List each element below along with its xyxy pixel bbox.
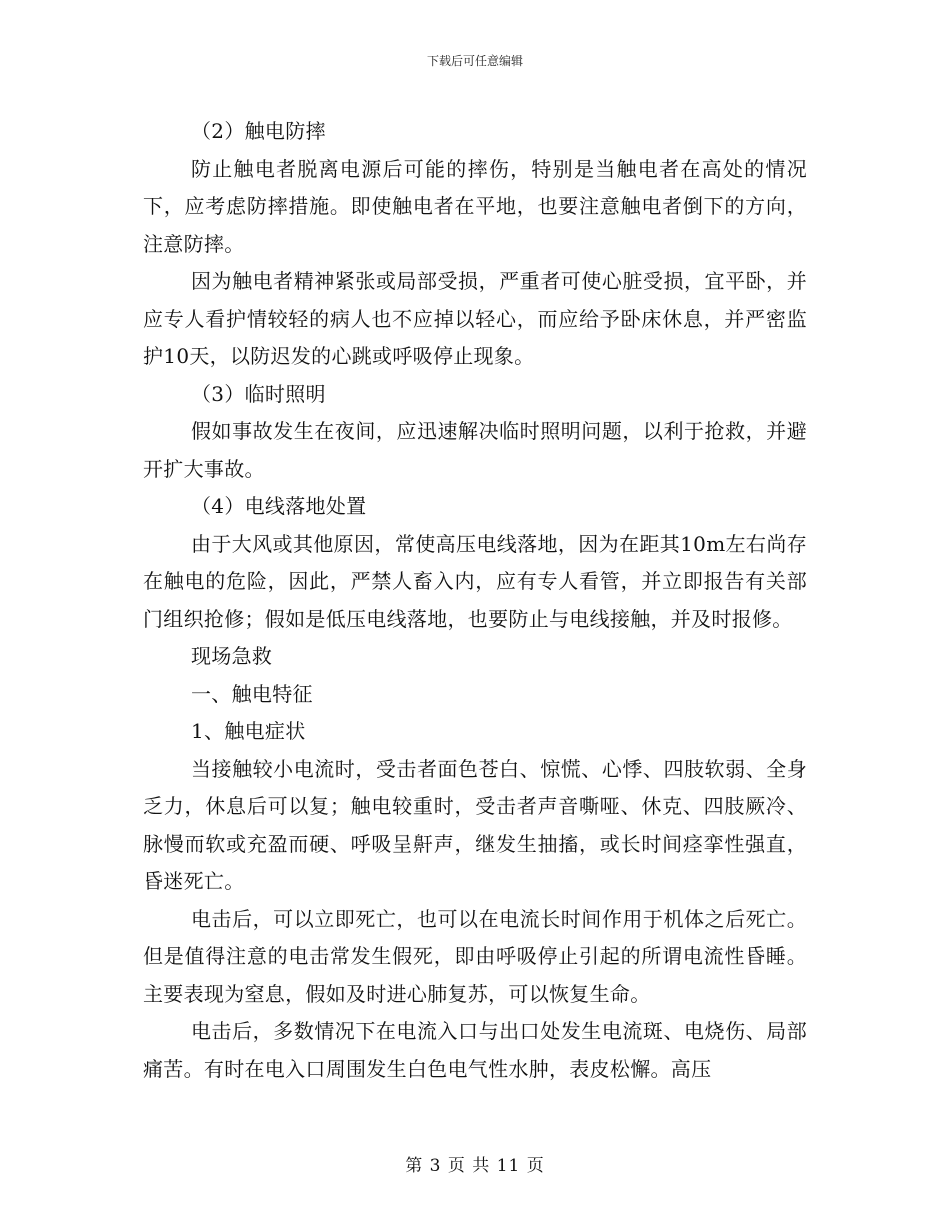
subheading-anti-fall: （2）触电防摔	[191, 119, 326, 143]
document-body	[143, 113, 807, 1088]
paragraph-anti-fall: 防止触电者脱离电源后可能的摔伤，特别是当触电者在高处的情况下，应考虑防摔措施。即使触电者在平地，也要注意触电者倒下的方向，注意防摔。	[143, 156, 807, 256]
subheading-symptoms: 1、触电症状	[191, 719, 306, 743]
paragraph-temporary-lighting: 假如事故发生在夜间，应迅速解决临时照明问题，以利于抢救，并避开扩大事故。	[143, 419, 807, 481]
section-heading-features: 一、触电特征	[191, 681, 313, 706]
subheading-wire-handling: （4）电线落地处置	[191, 494, 367, 518]
paragraph-wire-handling: 由于大风或其他原因，常使高压电线落地，因为在距其10m左右尚存在触电的危险，因此，严禁人畜入内，应有专人看管，并立即报告有关部门组织抢修；假如是低压电线落地，也要防止与电线接触，并及时报修。	[143, 531, 807, 631]
subheading-temporary-lighting: （3）临时照明	[191, 381, 326, 406]
paragraph-symptoms: 当接触较小电流时，受击者面色苍白、惊慌、心悸、四肢软弱、全身乏力，休息后可以复；触电较重时，受击者声音嘶哑、休克、四肢厥冷、脉慢而软或充盈而硬、呼吸呈鼾声，继发生抽搐，或长时间痉挛性强直，昏迷死亡。	[143, 756, 807, 893]
paragraph-after-shock-burns: 电击后，多数情况下在电流入口与出口处发生电流斑、电烧伤、局部痛苦。有时在电入口周围发生白色电气性水肿，表皮松懈。高压	[143, 1019, 807, 1081]
paragraph-after-shock-death: 电击后，可以立即死亡，也可以在电流长时间作用于机体之后死亡。但是值得注意的电击常发生假死，即由呼吸停止引起的所谓电流性昏睡。主要表现为窒息，假如及时进心肺复苏，可以恢复生命。	[143, 906, 807, 1006]
page-header-note: 下载后可任意编辑	[426, 54, 523, 68]
paragraph-care: 因为触电者精神紧张或局部受损，严重者可使心脏受损，宜平卧，并应专人看护情较轻的病人也不应掉以轻心，而应给予卧床休息，并严密监护10天，以防迟发的心跳或呼吸停止现象。	[143, 269, 807, 368]
section-heading-first-aid: 现场急救	[191, 644, 273, 668]
page-number: 第 3 页 共 11 页	[405, 1156, 545, 1176]
